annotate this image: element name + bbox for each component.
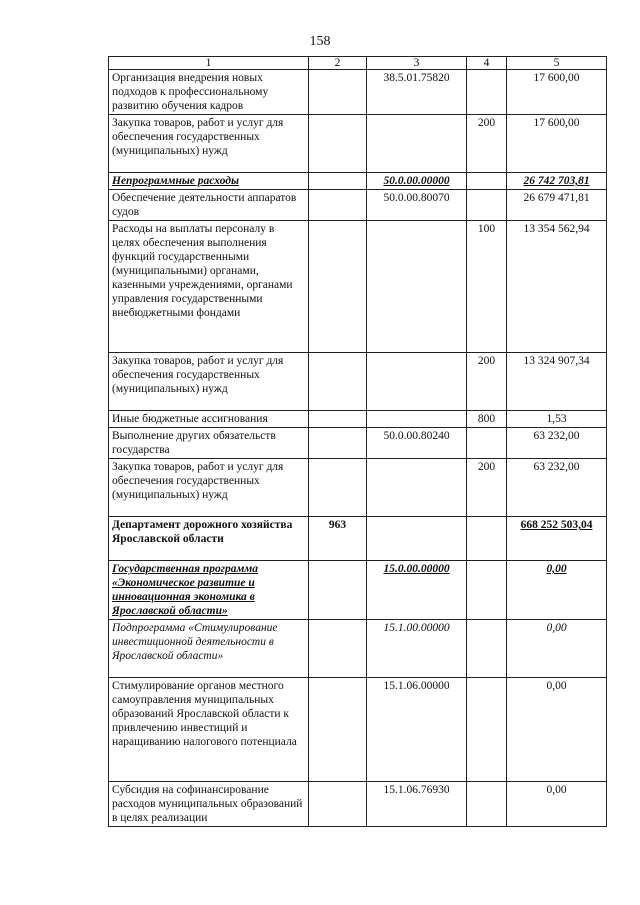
expense-type-cell (467, 620, 507, 678)
target-code-cell (367, 353, 467, 411)
expense-type-cell (467, 190, 507, 221)
row-name-cell: Субсидия на софинансирование расходов муниципальных образований в целях реализации (109, 782, 309, 827)
row-name-cell: Организация внедрения новых подходов к профессиональному развитию обучения кадров (109, 70, 309, 115)
dept-code-cell (309, 782, 367, 827)
table-row (109, 173, 607, 190)
amount-cell: 0,00 (507, 620, 607, 678)
row-name-cell: Государственная программа «Экономическое развитие и инновационная экономика в Ярославской области» (109, 561, 309, 620)
expense-type-cell (467, 428, 507, 459)
dept-code-cell (309, 428, 367, 459)
expense-type-cell (467, 561, 507, 620)
amount-cell: 63 232,00 (507, 428, 607, 459)
target-code-cell (367, 459, 467, 517)
table-row (109, 70, 607, 115)
expense-type-cell (467, 782, 507, 827)
target-code-cell: 15.1.06.00000 (367, 678, 467, 782)
table-row (109, 221, 607, 353)
expense-type-cell: 200 (467, 353, 507, 411)
amount-cell: 0,00 (507, 561, 607, 620)
expense-type-cell (467, 517, 507, 561)
row-name-cell: Закупка товаров, работ и услуг для обеспечения государственных (муниципальных) нужд (109, 353, 309, 411)
table-body (109, 70, 607, 827)
expense-type-cell: 100 (467, 221, 507, 353)
amount-cell: 17 600,00 (507, 115, 607, 173)
amount-cell: 0,00 (507, 782, 607, 827)
target-code-cell: 50.0.00.80240 (367, 428, 467, 459)
row-name-cell: Департамент дорожного хозяйства Ярославской области (109, 517, 309, 561)
target-code-cell: 50.0.00.80070 (367, 190, 467, 221)
dept-code-cell (309, 353, 367, 411)
row-name-cell: Закупка товаров, работ и услуг для обеспечения государственных (муниципальных) нужд (109, 115, 309, 173)
column-header-1: 1 (109, 57, 309, 70)
amount-cell: 26 679 471,81 (507, 190, 607, 221)
expense-type-cell (467, 173, 507, 190)
table-row (109, 190, 607, 221)
table-row (109, 428, 607, 459)
target-code-cell: 50.0.00.00000 (367, 173, 467, 190)
row-name-cell: Непрограммные расходы (109, 173, 309, 190)
table-row (109, 620, 607, 678)
target-code-cell (367, 115, 467, 173)
dept-code-cell (309, 411, 367, 428)
table-row (109, 353, 607, 411)
row-name-cell: Иные бюджетные ассигнования (109, 411, 309, 428)
dept-code-cell (309, 115, 367, 173)
column-header-2: 2 (309, 57, 367, 70)
target-code-cell: 15.1.00.00000 (367, 620, 467, 678)
amount-cell: 1,53 (507, 411, 607, 428)
dept-code-cell (309, 221, 367, 353)
target-code-cell (367, 517, 467, 561)
expense-type-cell: 800 (467, 411, 507, 428)
target-code-cell (367, 221, 467, 353)
amount-cell: 0,00 (507, 678, 607, 782)
target-code-cell: 15.1.06.76930 (367, 782, 467, 827)
dept-code-cell (309, 620, 367, 678)
amount-cell: 13 324 907,34 (507, 353, 607, 411)
table-row (109, 561, 607, 620)
row-name-cell: Закупка товаров, работ и услуг для обеспечения государственных (муниципальных) нужд (109, 459, 309, 517)
row-name-cell: Расходы на выплаты персоналу в целях обеспечения выполнения функций государственными (муниципальными) органами, казенными учреждениями, органами управления государственными внебюджетными фондами (109, 221, 309, 353)
dept-code-cell (309, 190, 367, 221)
expense-type-cell (467, 678, 507, 782)
table-row (109, 678, 607, 782)
table-header-row (109, 57, 607, 70)
dept-code-cell (309, 678, 367, 782)
expense-type-cell: 200 (467, 115, 507, 173)
table-row (109, 411, 607, 428)
dept-code-cell (309, 561, 367, 620)
target-code-cell: 38.5.01.75820 (367, 70, 467, 115)
dept-code-cell (309, 173, 367, 190)
row-name-cell: Обеспечение деятельности аппаратов судов (109, 190, 309, 221)
amount-cell: 63 232,00 (507, 459, 607, 517)
column-header-3: 3 (367, 57, 467, 70)
row-name-cell: Подпрограмма «Стимулирование инвестиционной деятельности в Ярославской области» (109, 620, 309, 678)
expense-type-cell (467, 70, 507, 115)
amount-cell: 13 354 562,94 (507, 221, 607, 353)
amount-cell: 17 600,00 (507, 70, 607, 115)
row-name-cell: Выполнение других обязательств государства (109, 428, 309, 459)
amount-cell: 26 742 703,81 (507, 173, 607, 190)
table-row (109, 459, 607, 517)
row-name-cell: Стимулирование органов местного самоуправления муниципальных образований Ярославской области к привлечению инвестиций и наращиванию налогового потенциала (109, 678, 309, 782)
table-row (109, 115, 607, 173)
column-header-4: 4 (467, 57, 507, 70)
dept-code-cell (309, 70, 367, 115)
expense-type-cell: 200 (467, 459, 507, 517)
page-number: 158 (309, 34, 331, 49)
dept-code-cell: 963 (309, 517, 367, 561)
target-code-cell (367, 411, 467, 428)
table-row (109, 782, 607, 827)
target-code-cell: 15.0.00.00000 (367, 561, 467, 620)
column-header-5: 5 (507, 57, 607, 70)
amount-cell: 668 252 503,04 (507, 517, 607, 561)
dept-code-cell (309, 459, 367, 517)
table-row (109, 517, 607, 561)
budget-table (108, 56, 607, 827)
